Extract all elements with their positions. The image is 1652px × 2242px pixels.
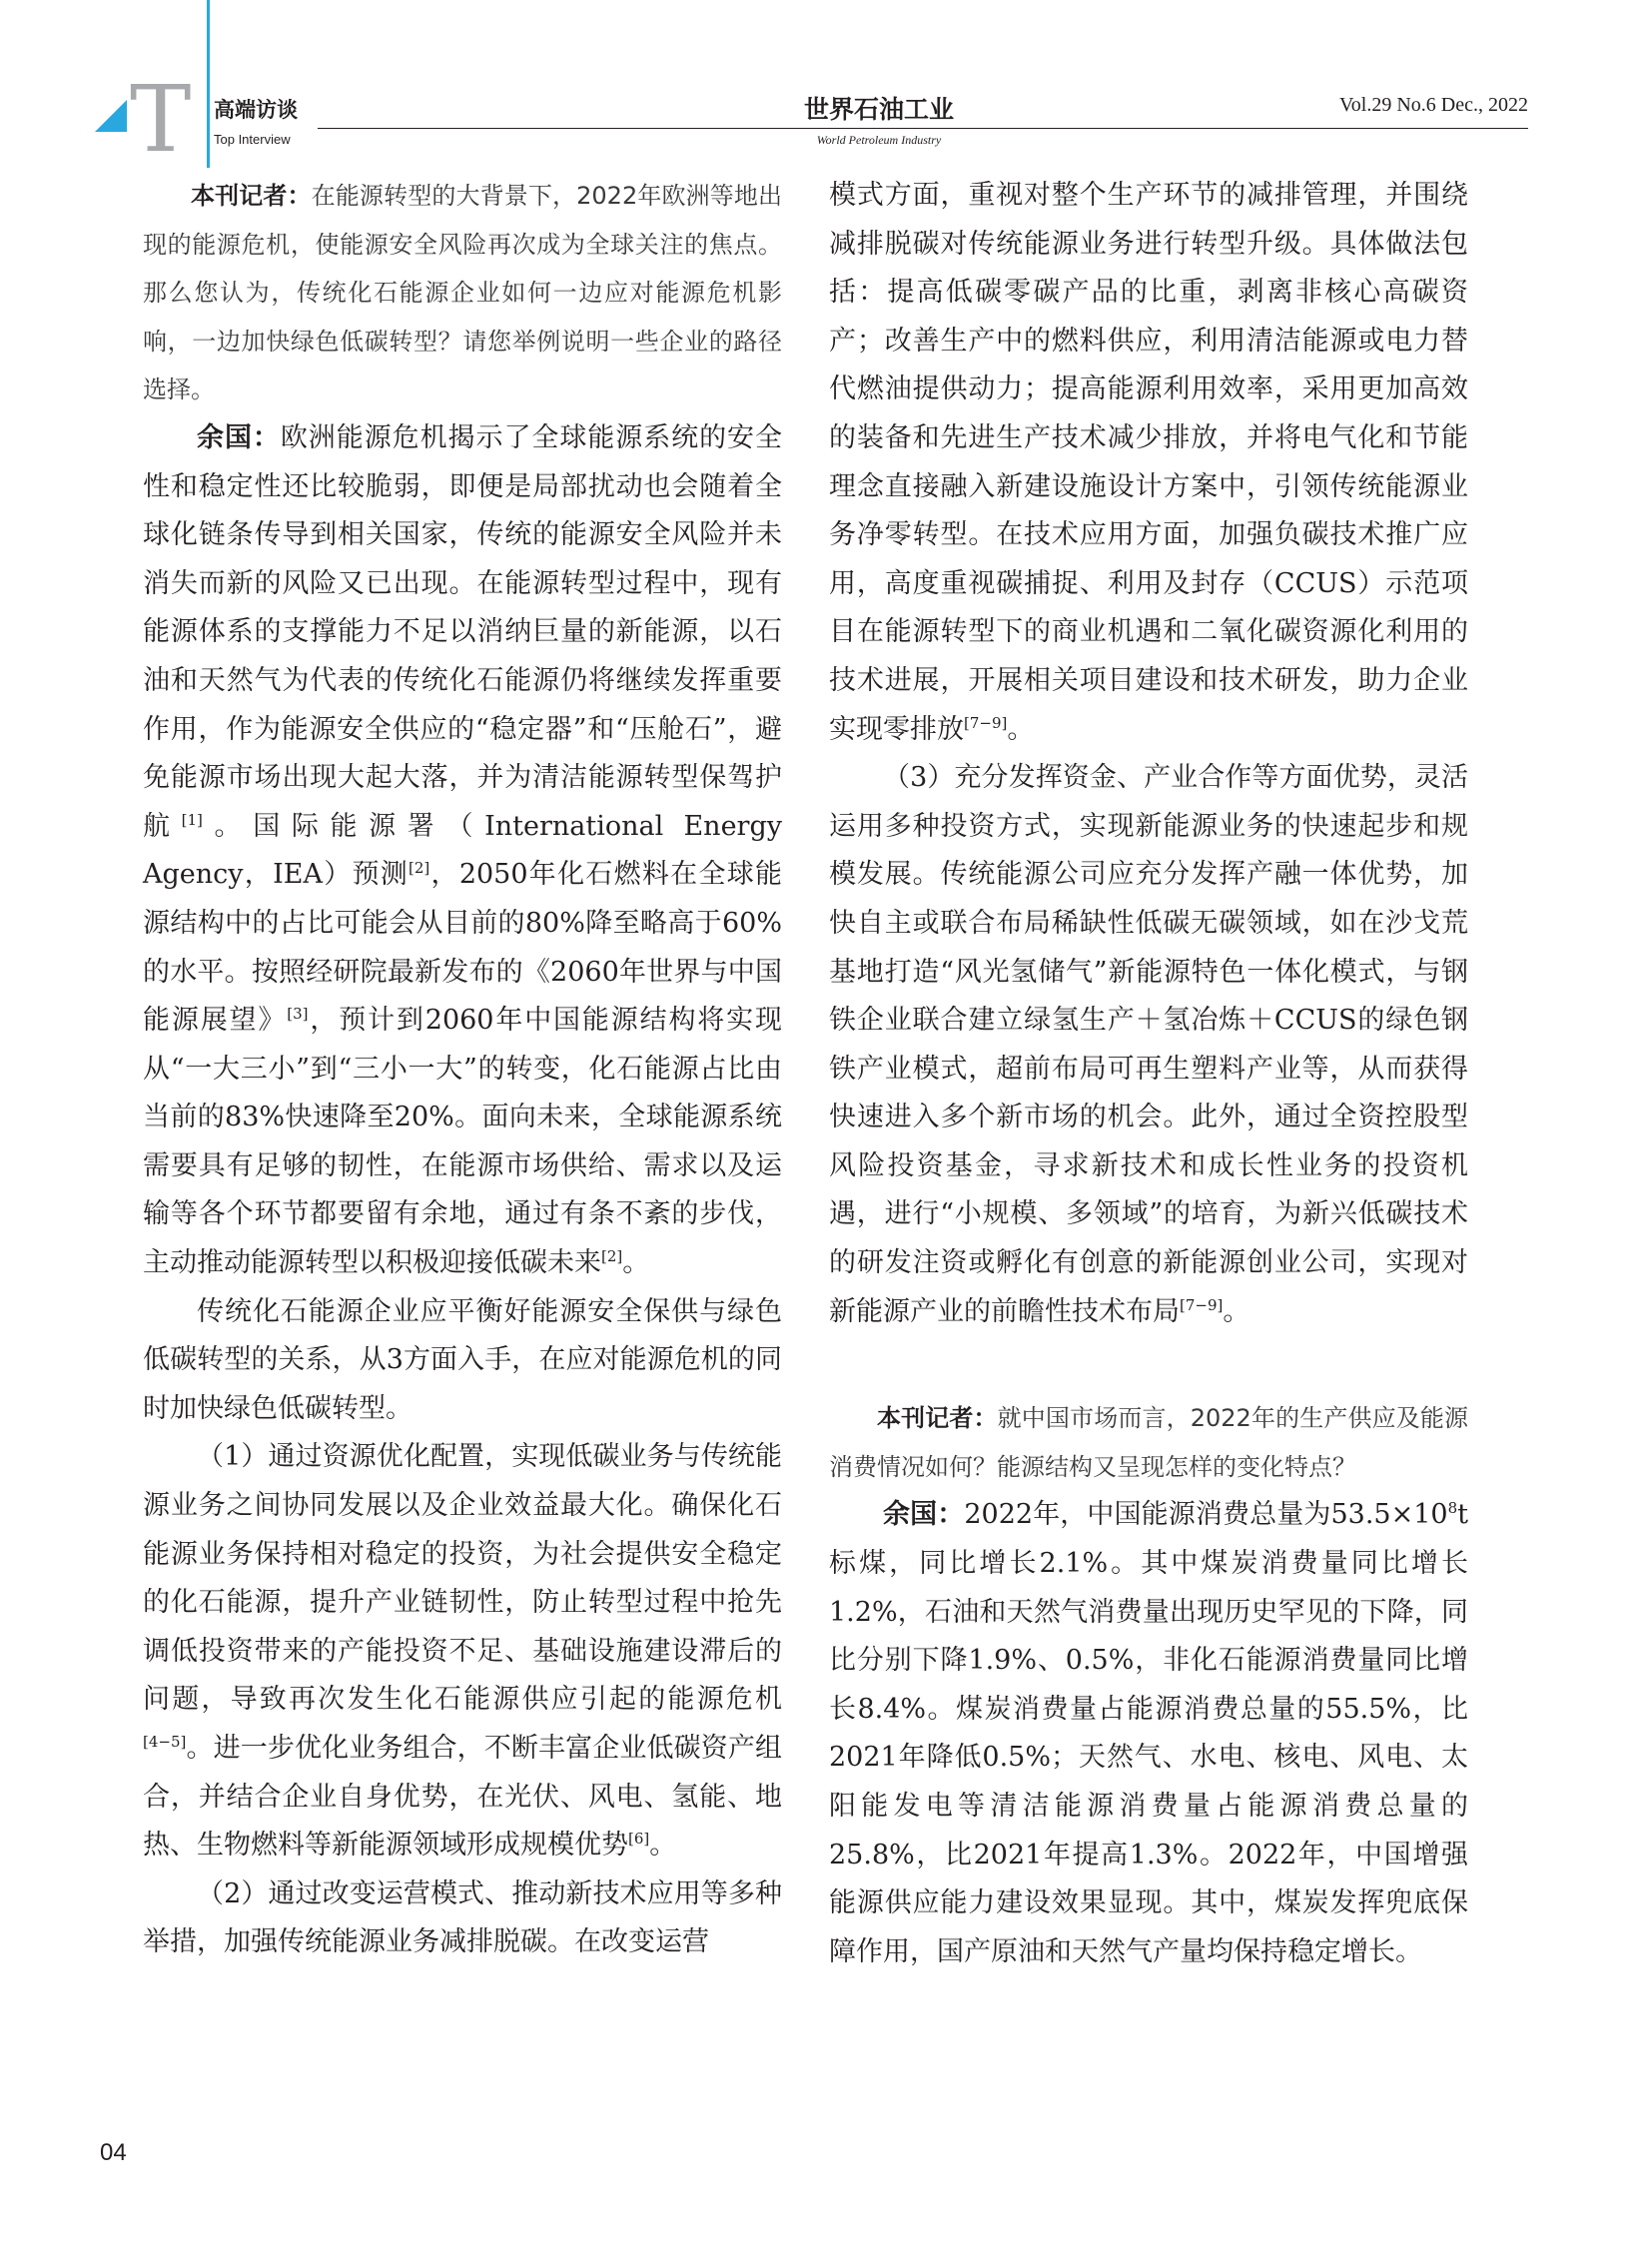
speaker-label: 本刊记者：	[191, 182, 312, 210]
answer-paragraph-1: 余国：欧洲能源危机揭示了全球能源系统的安全性和稳定性还比较脆弱，即便是局部扰动也会随着全球化链条传导到相关国家，传统的能源安全风险并未消失而新的风险又已出现。在能源转型过程中，现有能源体系的支撑能力不足以消纳巨量的新能源，以石油和天然气为代表的传统化石能源仍将继续发挥重要作用，作为能源安全供应的“稳定器”和“压舱石”，避免能源市场出现大起大落，并为清洁能源转型保驾护航[1]。国际能源署（International Energy Agency，IEA）预测[2]，2050年化石燃料在全球能源结构中的占比可能会从目前的80%降至略高于60%的水平。按照经研院最新发布的《2060年世界与中国能源展望》[3]，预计到2060年中国能源结构将实现从“一大三小”到“三小一大”的转变，化石能源占比由当前的83%快速降至20%。面向未来，全球能源系统需要具有足够的韧性，在能源市场供给、需求以及运输等各个环节都要留有余地，通过有条不紊的步伐，主动推动能源转型以积极迎接低碳未来[2]。	[143, 421, 783, 1279]
right-column	[829, 172, 1468, 1976]
journal-title: 世界石油工业	[803, 95, 954, 124]
interviewer-question-2: 本刊记者：就中国市场而言，2022年的生产供应及能源消费情况如何？能源结构又呈现怎样的变化特点？	[829, 1404, 1469, 1481]
citation: [2]	[601, 1247, 623, 1266]
header-rule	[318, 128, 1528, 129]
column-title: 高端访谈	[214, 98, 298, 122]
citation: [3]	[287, 1005, 309, 1024]
issue-info: Vol.29 No.6 Dec., 2022	[1338, 94, 1528, 116]
citation: [4−5]	[143, 1733, 187, 1751]
column-logo-letter: T	[130, 66, 192, 173]
speaker-label: 本刊记者：	[877, 1404, 998, 1433]
body-paragraph-continued: 模式方面，重视对整个生产环节的减排管理，并围绕减排脱碳对传统能源业务进行转型升级。具体做法包括：提高低碳零碳产品的比重，剥离非核心高碳资产；改善生产中的燃料供应，利用清洁能源或电力替代燃油提供动力；提高能源利用效率，采用更加高效的装备和先进生产技术减少排放，并将电气化和节能理念直接融入新建设施设计方案中，引领传统能源业务净零转型。在技术应用方面，加强负碳技术推广应用，高度重视碳捕捉、利用及封存（CCUS）示范项目在能源转型下的商业机遇和二氧化碳资源化利用的技术进展，开展相关项目建设和技术研发，助力企业实现零排放[7−9]。	[829, 180, 1468, 745]
answer-paragraph-2: 余国：2022年，中国能源消费总量为$53.5\times 10^8t$标煤，同比增长2.1%。其中煤炭消费量同比增长1.2%，石油和天然气消费量出现历史罕见的下降，同比分别下降1.9%、0.5%，非化石能源消费量同比增长8.4%。煤炭消费量占能源消费总量的55.5%，比2021年降低0.5%；天然气、水电、核电、风电、太阳能发电等清洁能源消费量占能源消费总量的25.8%，比2021年提高1.3%。2022年，中国增强能源供应能力建设效果显现。其中，煤炭发挥兜底保障作用，国产原油和天然气产量均保持稳定增长。	[829, 1499, 1468, 1967]
interviewer-question-1: 本刊记者：在能源转型的大背景下，2022年欧洲等地出现的能源危机，使能源安全风险再次成为全球关注的焦点。那么您认为，传统化石能源企业如何一边应对能源危机影响，一边加快绿色低碳转型？请您举例说明一些企业的路径选择。	[143, 182, 783, 404]
left-column	[143, 172, 782, 1967]
citation: [7−9]	[1180, 1295, 1224, 1314]
header-accent-bar	[207, 0, 210, 168]
citation: [7−9]	[964, 713, 1008, 732]
body-paragraph: （2）通过改变运营模式、推动新技术应用等多种举措，加强传统能源业务减排脱碳。在改变运营	[143, 1877, 782, 1958]
body-paragraph: （1）通过资源优化配置，实现低碳业务与传统能源业务之间协同发展以及企业效益最大化。确保化石能源业务保持相对稳定的投资，为社会提供安全稳定的化石能源，提升产业链韧性，防止转型过程中抢先调低投资带来的产能投资不足、基础设施建设滞后的问题，导致再次发生化石能源供应引起的能源危机[4−5]。进一步优化业务组合，不断丰富企业低碳资产组合，并结合企业自身优势，在光伏、风电、氢能、地热、生物燃料等新能源领域形成规模优势[6]。	[143, 1441, 782, 1862]
column-title-en: Top Interview	[214, 132, 291, 147]
body-paragraph: 传统化石能源企业应平衡好能源安全保供与绿色低碳转型的关系，从3方面入手，在应对能源危机的同时加快绿色低碳转型。	[143, 1295, 782, 1424]
citation: [1]	[181, 810, 203, 829]
citation: [2]	[409, 859, 430, 878]
page-number: 04	[100, 2139, 127, 2166]
triangle-icon	[95, 100, 127, 132]
speaker-label: 余国：	[883, 1499, 965, 1531]
citation: [6]	[628, 1830, 650, 1849]
journal-title-en: World Petroleum Industry	[816, 133, 942, 147]
body-paragraph: （3）充分发挥资金、产业合作等方面优势，灵活运用多种投资方式，实现新能源业务的快速起步和规模发展。传统能源公司应充分发挥产融一体优势，加快自主或联合布局稀缺性低碳无碳领域，如在沙戈荒基地打造“风光氢储气”新能源特色一体化模式，与钢铁企业联合建立绿氢生产＋氢冶炼＋CCUS的绿色钢铁产业模式，超前布局可再生塑料产业等，从而获得快速进入多个新市场的机会。此外，通过全资控股型风险投资基金，寻求新技术和成长性业务的投资机遇，进行“小规模、多领域”的培育，为新兴低碳技术的研发注资或孵化有创意的新能源创业公司，实现对新能源产业的前瞻性技术布局[7−9]。	[829, 762, 1468, 1327]
superscript: 8	[1447, 1499, 1458, 1518]
speaker-label: 余国：	[197, 421, 281, 453]
